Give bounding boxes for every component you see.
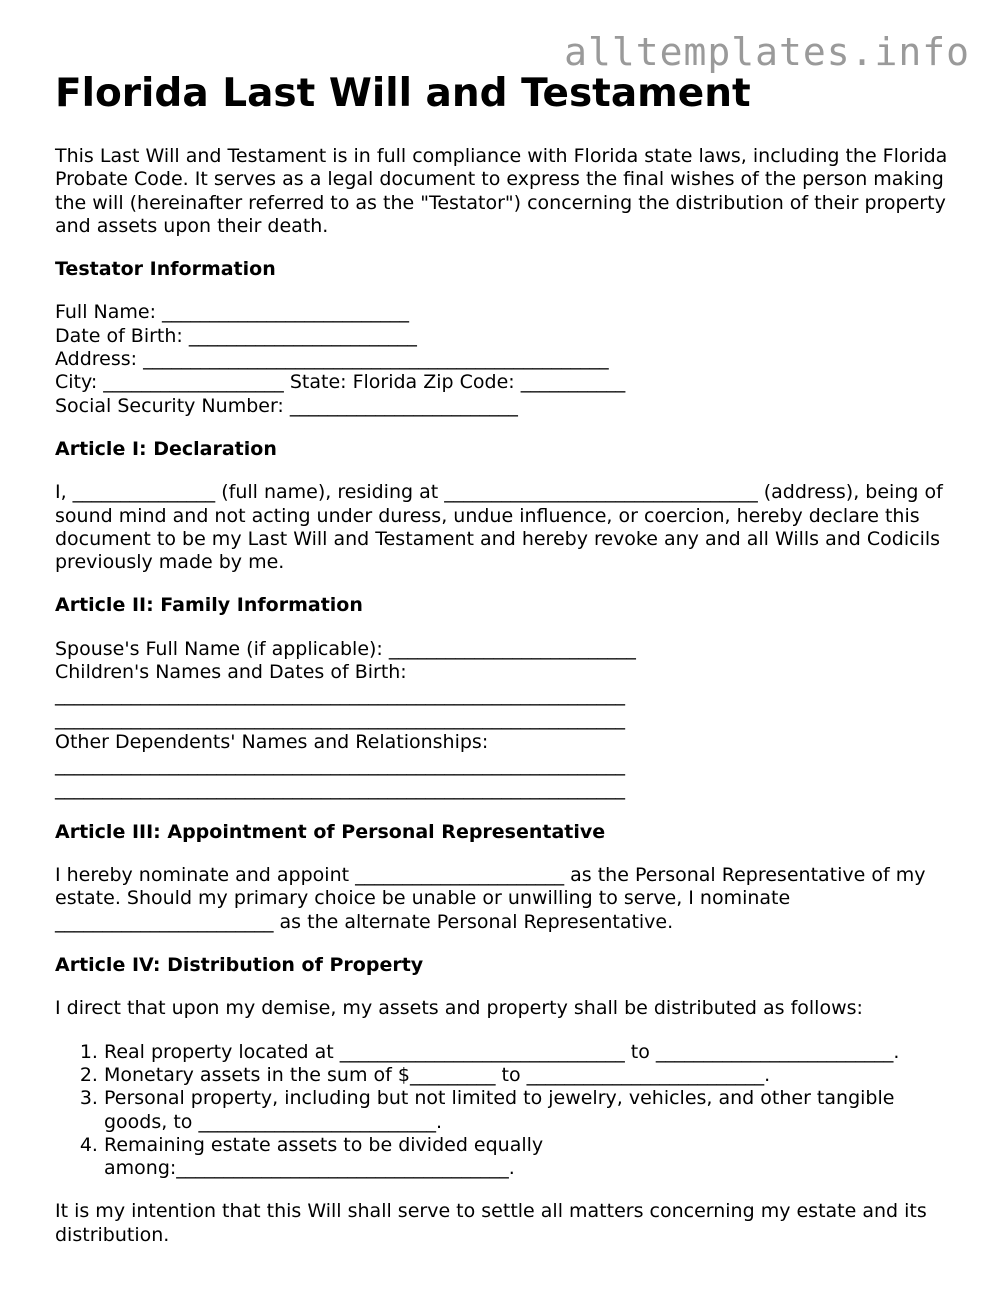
dependents-label: Other Dependents' Names and Relationships: — [55, 730, 489, 753]
article-1-heading: Article I: Declaration — [55, 437, 277, 460]
watermark: alltemplates.info — [564, 30, 970, 74]
children-blank-line[interactable]: ____________________________________________________________ — [55, 707, 625, 730]
city-state-zip-field[interactable]: City: ___________________ State: Florida Zip Code: ___________ — [55, 371, 626, 394]
article-4-heading: Article IV: Distribution of Property — [55, 954, 424, 977]
address-field[interactable]: Address: _________________________________________________ — [55, 348, 609, 371]
full-name-field[interactable]: Full Name: __________________________ — [55, 301, 410, 324]
distribution-list — [55, 1041, 955, 1181]
testator-fields — [55, 301, 955, 417]
testator-heading: Testator Information — [55, 258, 276, 281]
date-of-birth-field[interactable]: Date of Birth: ________________________ — [55, 324, 417, 347]
article-1-text: I, _______________ (full name), residing at _________________________________ (address), being of sound mind and not acting under duress, undue influence, or coercion, hereby declare this document to be my Last Will and Testament and hereby revoke any and all Wills and Codicils previously made by me. — [55, 481, 943, 574]
article-3-heading: Article III: Appointment of Personal Representative — [55, 820, 606, 843]
list-item: 1. Real property located at ______________________________ to _________________________. — [104, 1041, 955, 1064]
document-title: Florida Last Will and Testament — [55, 71, 751, 116]
list-item: 4. Remaining estate assets to be divided equally among:___________________________________. — [104, 1134, 564, 1181]
intro-paragraph: This Last Will and Testament is in full compliance with Florida state laws, including the Florida Probate Code. It serves as a legal document to express the final wishes of the person making the will (hereinafter referred to as the "Testator") concerning the distribution of their property and assets upon their death. — [55, 145, 948, 237]
dependents-blank-line[interactable]: ____________________________________________________________ — [55, 754, 625, 777]
article-4-text: I direct that upon my demise, my assets and property shall be distributed as follows: — [55, 997, 863, 1020]
dependents-blank-line[interactable]: ____________________________________________________________ — [55, 777, 625, 800]
children-blank-line[interactable]: ____________________________________________________________ — [55, 684, 625, 707]
family-fields — [55, 638, 955, 801]
closing-paragraph: It is my intention that this Will shall serve to settle all matters concerning my estate and its distribution. — [55, 1200, 927, 1246]
list-item: 2. Monetary assets in the sum of $_________ to _________________________. — [104, 1064, 955, 1087]
spouse-name-field[interactable]: Spouse's Full Name (if applicable): __________________________ — [55, 637, 636, 660]
article-3-text: I hereby nominate and appoint ______________________ as the Personal Representative of my estate. Should my primary choice be unable or unwilling to serve, I nominate _______________________ as the alternate Personal Representative. — [55, 864, 926, 933]
children-label: Children's Names and Dates of Birth: — [55, 661, 407, 684]
article-2-heading: Article II: Family Information — [55, 594, 363, 617]
ssn-field[interactable]: Social Security Number: ________________________ — [55, 394, 518, 417]
document-page — [55, 70, 955, 1247]
list-item: 3. Personal property, including but not limited to jewelry, vehicles, and other tangible goods, to _________________________. — [104, 1087, 955, 1134]
